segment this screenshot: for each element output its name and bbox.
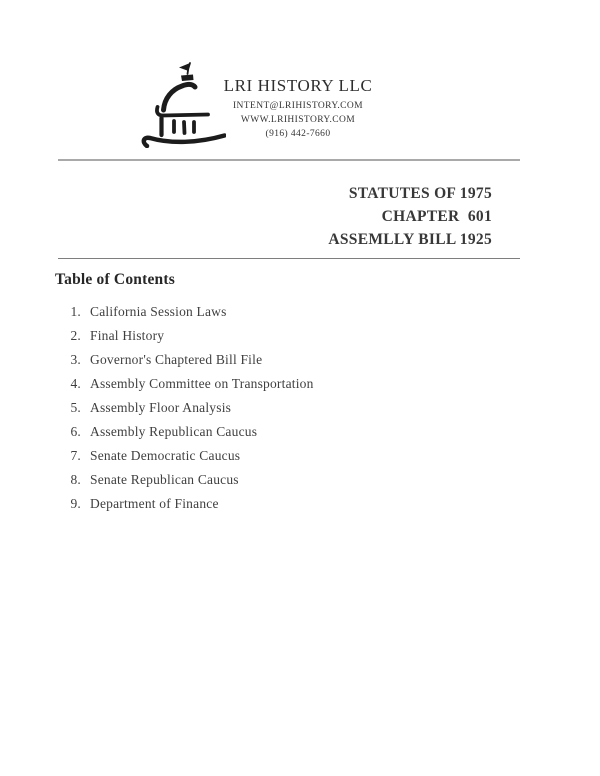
company-email: INTENT@LRIHISTORY.COM: [232, 101, 363, 111]
toc-item-label: Final History: [90, 328, 165, 343]
bill-reference-block: [240, 182, 492, 251]
toc-item-number: 6.: [70, 424, 81, 439]
toc-list: [66, 304, 486, 520]
toc-item: [66, 472, 486, 496]
company-phone: (916) 442-7660: [265, 129, 331, 139]
toc-item: [66, 304, 486, 328]
toc-item: [66, 448, 486, 472]
toc-item-label: Senate Republican Caucus: [90, 472, 239, 487]
toc-item-number: 2.: [70, 328, 81, 343]
toc-item-label: Department of Finance: [90, 496, 219, 511]
toc-item-number: 7.: [70, 448, 81, 463]
toc-item: [66, 496, 486, 520]
toc-item-label: Governor's Chaptered Bill File: [90, 352, 263, 367]
toc-item-label: Assembly Republican Caucus: [90, 424, 258, 439]
divider-bottom: [58, 258, 520, 259]
assembly-bill-line: ASSEMLLY BILL 1925: [328, 231, 492, 248]
toc-item: [66, 352, 486, 376]
letterhead: [196, 76, 400, 139]
toc-item: [66, 376, 486, 400]
toc-item-number: 5.: [70, 400, 81, 415]
divider-top: [58, 159, 520, 161]
toc-item-number: 4.: [70, 376, 81, 391]
toc-item: [66, 328, 486, 352]
toc-item-label: California Session Laws: [90, 304, 227, 319]
toc-item-label: Assembly Floor Analysis: [90, 400, 232, 415]
company-website: WWW.LRIHISTORY.COM: [240, 115, 356, 125]
toc-item: [66, 424, 486, 448]
toc-item: [66, 400, 486, 424]
toc-heading: Table of Contents: [55, 271, 175, 288]
toc-item-label: Senate Democratic Caucus: [90, 448, 241, 463]
company-name: LRI HISTORY LLC: [223, 76, 373, 95]
statutes-line: STATUTES OF 1975: [348, 185, 492, 202]
toc-item-number: 1.: [70, 304, 81, 319]
toc-item-label: Assembly Committee on Transportation: [90, 376, 314, 391]
chapter-line: CHAPTER 601: [381, 208, 492, 225]
toc-item-number: 3.: [70, 352, 81, 367]
toc-item-number: 8.: [70, 472, 81, 487]
toc-item-number: 9.: [70, 496, 81, 511]
